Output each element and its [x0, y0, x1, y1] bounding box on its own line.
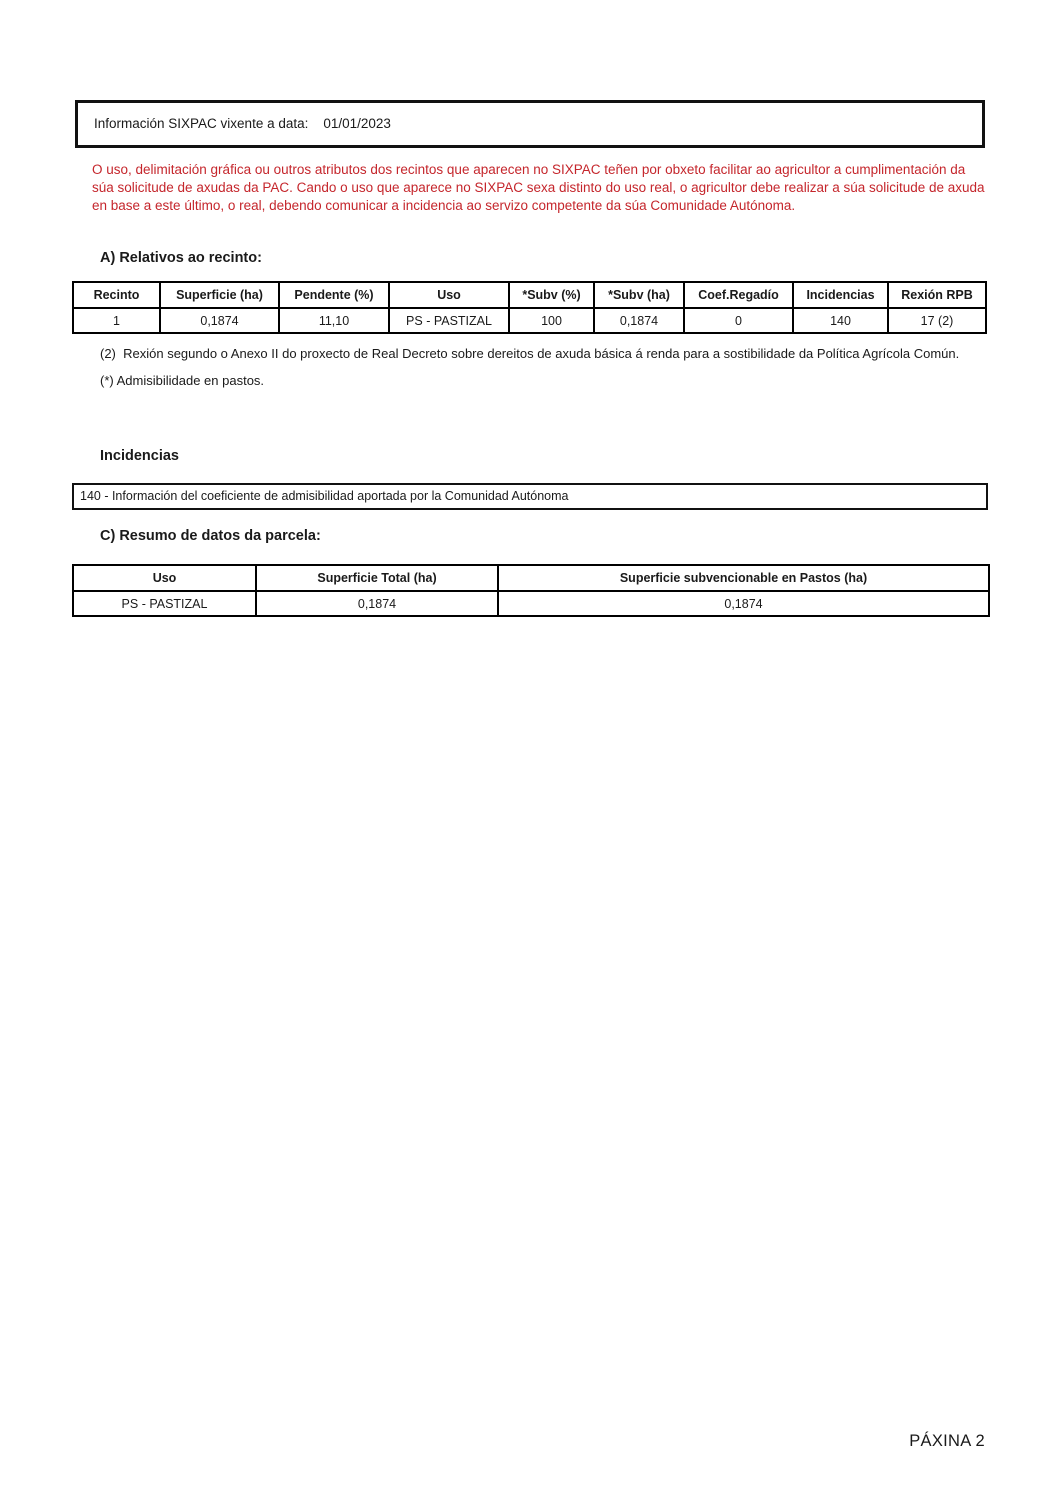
- section-c-title: C) Resumo de datos da parcela:: [100, 528, 321, 544]
- sixpac-info-date: 01/01/2023: [323, 116, 391, 131]
- recinto-table-cell: 17 (2): [888, 308, 986, 333]
- page-number: PÁXINA 2: [909, 1432, 985, 1450]
- recinto-table-header-cell: Pendente (%): [279, 282, 389, 308]
- recinto-table-header-cell: Uso: [389, 282, 509, 308]
- parcela-table-row: [73, 591, 989, 616]
- recinto-table-header-cell: Superficie (ha): [160, 282, 279, 308]
- parcela-table-header-row: [73, 565, 989, 591]
- recinto-table-cell: 0,1874: [160, 308, 279, 333]
- recinto-table-cell: 11,10: [279, 308, 389, 333]
- recinto-table-cell: 0,1874: [594, 308, 684, 333]
- sixpac-info-box: [75, 100, 985, 148]
- section-a-title: A) Relativos ao recinto:: [100, 250, 262, 266]
- parcela-table-cell: 0,1874: [256, 591, 498, 616]
- legal-notice-text: O uso, delimitación gráfica ou outros atributos dos recintos que aparecen no SIXPAC teñen por obxeto facilitar ao agricultor a cumplimentación da súa solicitude de axudas da PAC. Cando o uso que aparece no SIXPAC sexa distinto do uso real, o agricultor debe realizar a súa solicitude de axuda en base a este último, o real, debendo comunicar a incidencia ao servizo competente da súa Comunidade Autónoma.: [92, 162, 985, 213]
- incidencias-box: [72, 483, 988, 510]
- recinto-table-cell: 1: [73, 308, 160, 333]
- parcela-summary-table: [72, 564, 990, 617]
- parcela-table-header-cell: Superficie subvencionable en Pastos (ha): [498, 565, 989, 591]
- incidencias-title: Incidencias: [100, 448, 179, 464]
- recinto-table: [72, 281, 987, 334]
- recinto-table-header-cell: Coef.Regadío: [684, 282, 793, 308]
- recinto-table-header-cell: Incidencias: [793, 282, 888, 308]
- parcela-table-header-cell: Uso: [73, 565, 256, 591]
- recinto-table-header-cell: *Subv (%): [509, 282, 594, 308]
- recinto-table-cell: 100: [509, 308, 594, 333]
- recinto-table-header-cell: *Subv (ha): [594, 282, 684, 308]
- recinto-table-header-row: [73, 282, 986, 308]
- recinto-table-cell: PS - PASTIZAL: [389, 308, 509, 333]
- footnote-rexion: (2) Rexión segundo o Anexo II do proxecto de Real Decreto sobre dereitos de axuda básica á renda para a sostibilidade da Política Agrícola Común.: [100, 346, 960, 361]
- footnote-admisibilidade: (*) Admisibilidade en pastos.: [100, 373, 265, 388]
- sixpac-info-label: Información SIXPAC vixente a data:: [94, 116, 309, 131]
- incidencia-item: 140 - Información del coeficiente de admisibilidad aportada por la Comunidad Autónoma: [80, 489, 569, 503]
- recinto-table-cell: 140: [793, 308, 888, 333]
- recinto-table-header-cell: Recinto: [73, 282, 160, 308]
- parcela-table-header-cell: Superficie Total (ha): [256, 565, 498, 591]
- recinto-table-header-cell: Rexión RPB: [888, 282, 986, 308]
- parcela-table-cell: PS - PASTIZAL: [73, 591, 256, 616]
- recinto-table-cell: 0: [684, 308, 793, 333]
- parcela-table-cell: 0,1874: [498, 591, 989, 616]
- recinto-table-row: [73, 308, 986, 333]
